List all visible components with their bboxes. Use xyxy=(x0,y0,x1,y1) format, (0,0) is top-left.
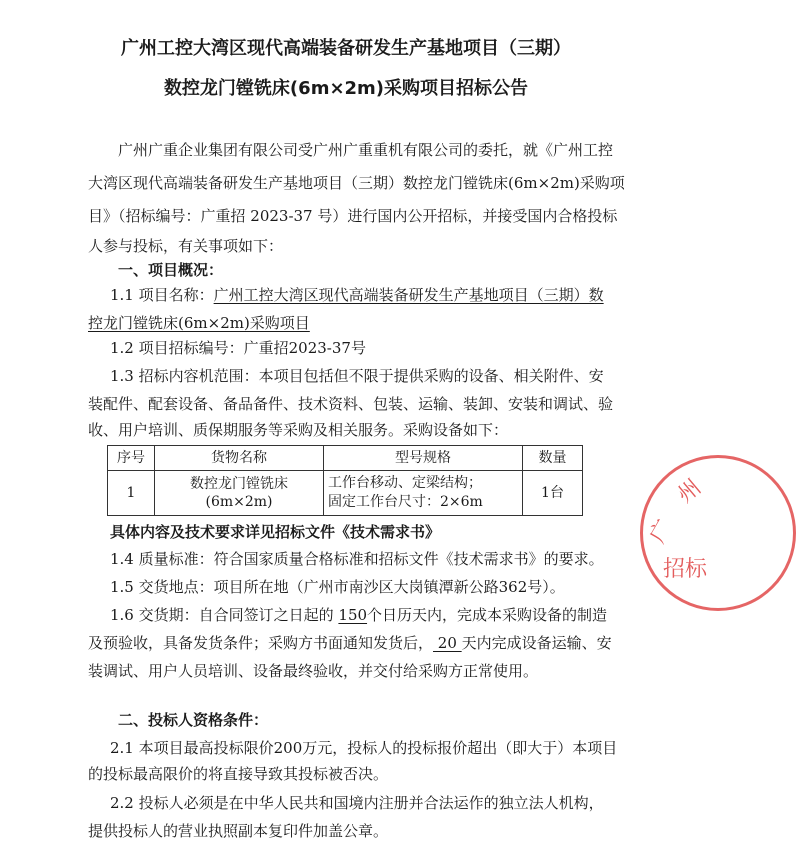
item-1-3-cont: 装配件、配套设备、备品备件、技术资料、包装、运输、装卸、安装和调试、验 xyxy=(88,395,614,413)
company-seal-stamp: 广 州 招标 xyxy=(640,455,796,611)
project-name-cont: 控龙门镗铣床(6m×2m)采购项目 xyxy=(88,314,310,332)
item-1-1-cont xyxy=(88,313,310,333)
item-2-1: 2.1 本项目最高投标限价200万元，投标人的投标报价超出（即大于）本项目 xyxy=(110,739,618,757)
cell-spec xyxy=(324,471,523,516)
col-header: 货物名称 xyxy=(155,446,324,471)
days-value: 150 xyxy=(338,606,368,624)
text: 天内完成设备运输、安 xyxy=(461,634,612,652)
intro-line: 目》（招标编号：广重招 2023-37 号）进行国内公开招标，并接受国内合格投标 xyxy=(88,207,618,225)
cell-name: 数控龙门镗铣床(6m×2m) xyxy=(155,471,324,516)
item-2-1-cont: 的投标最高限价的将直接导致其投标被否决。 xyxy=(88,765,389,783)
project-name: 广州工控大湾区现代高端装备研发生产基地项目（三期）数 xyxy=(213,286,604,304)
item-1-1 xyxy=(110,285,604,305)
spec-line: 固定工作台尺寸：2×6m xyxy=(328,494,483,510)
item-1-6-cont: 装调试、用户人员培训、设备最终验收，并交付给采购方正常使用。 xyxy=(88,662,539,680)
col-header: 数量 xyxy=(523,446,583,471)
table-note: 具体内容及技术要求详见招标文件《技术需求书》 xyxy=(110,523,441,541)
section-heading-1: 一、项目概况： xyxy=(118,261,224,279)
cell-no: 1 xyxy=(108,471,155,516)
text: 个日历天内，完成本采购设备的制造 xyxy=(367,606,608,624)
intro-line: 广州广重企业集团有限公司受广州广重重机有限公司的委托，就《广州工控 xyxy=(118,141,614,159)
text: 1.6 交货期：自合同签订之日起的 xyxy=(110,606,339,624)
item-1-3: 1.3 招标内容机范围：本项目包括但不限于提供采购的设备、相关附件、安 xyxy=(110,367,604,385)
days-value: 20 xyxy=(433,634,462,652)
item-1-5: 1.5 交货地点：项目所在地（广州市南沙区大岗镇潭新公路362号）。 xyxy=(110,578,565,596)
intro-line: 人参与投标，有关事项如下： xyxy=(88,237,284,255)
item-1-6-cont xyxy=(88,633,612,653)
col-header: 序号 xyxy=(108,446,155,471)
col-header: 型号规格 xyxy=(324,446,523,471)
item-label: 1.1 项目名称： xyxy=(110,286,214,304)
item-1-3-cont: 收、用户培训、质保期服务等采购及相关服务。采购设备如下： xyxy=(88,421,509,439)
table-row xyxy=(108,471,583,516)
item-2-2: 2.2 投标人必须是在中华人民共和国境内注册并合法运作的独立法人机构， xyxy=(110,794,604,812)
text: 及预验收，具备发货条件；采购方书面通知发货后， xyxy=(88,634,434,652)
doc-title-line2: 数控龙门镗铣床(6m×2m)采购项目招标公告 xyxy=(163,78,529,99)
item-1-6 xyxy=(110,605,607,625)
section-heading-2: 二、投标人资格条件： xyxy=(118,711,269,729)
item-2-2-cont: 提供投标人的营业执照副本复印件加盖公章。 xyxy=(88,822,389,840)
cell-qty: 1台 xyxy=(523,471,583,516)
equipment-table xyxy=(107,445,583,516)
table-header-row xyxy=(108,446,583,471)
intro-line: 大湾区现代高端装备研发生产基地项目（三期）数控龙门镗铣床(6m×2m)采购项 xyxy=(88,174,625,192)
item-1-4: 1.4 质量标准：符合国家质量合格标准和招标文件《技术需求书》的要求。 xyxy=(110,550,604,568)
item-1-2: 1.2 项目招标编号：广重招2023-37号 xyxy=(110,339,366,357)
doc-title-line1: 广州工控大湾区现代高端装备研发生产基地项目（三期） xyxy=(121,38,571,59)
spec-line: 工作台移动、定梁结构； xyxy=(328,475,482,491)
